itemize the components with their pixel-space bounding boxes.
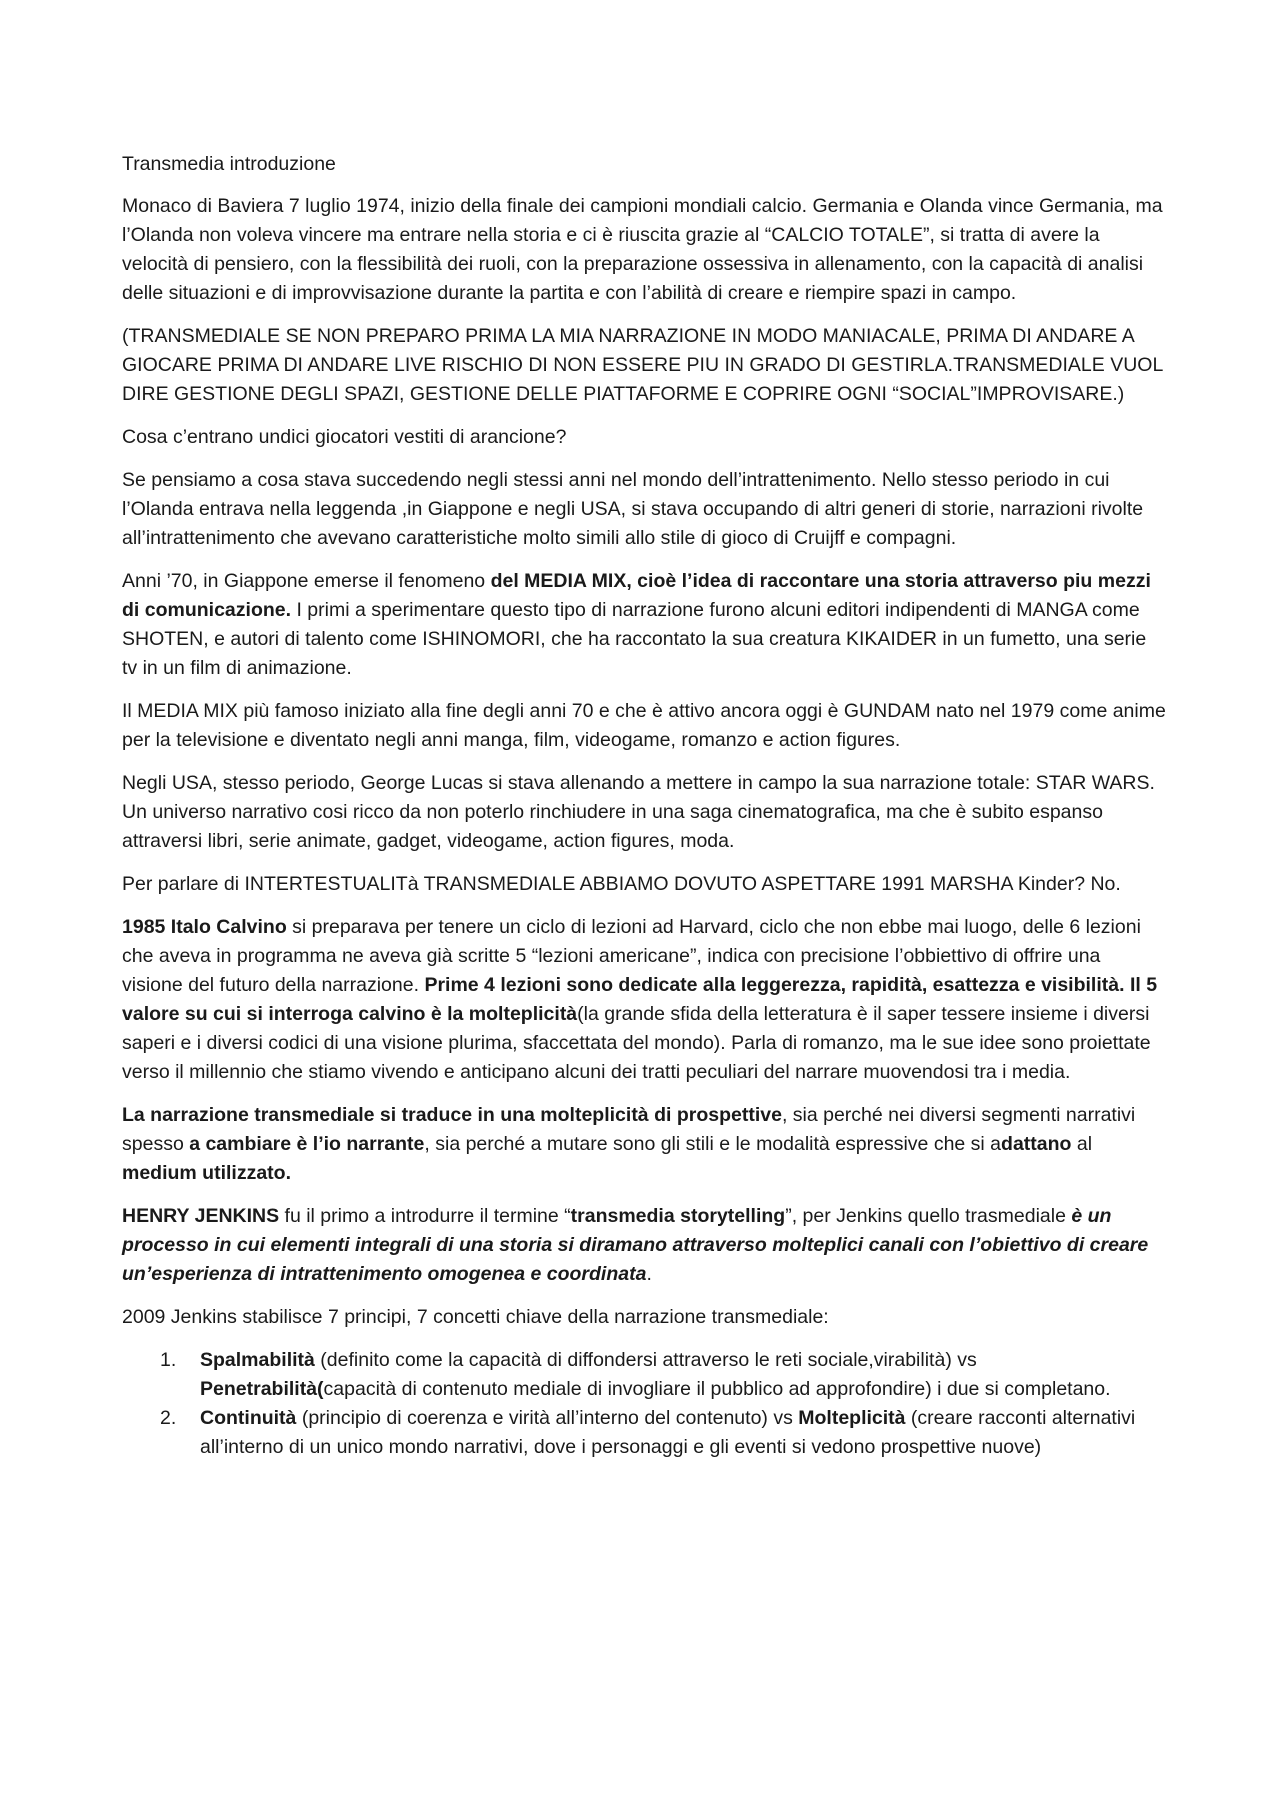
- paragraph-gundam: Il MEDIA MIX più famoso iniziato alla fine degli anni 70 e che è attivo ancora oggi è GUNDAM nato nel 1979 come anime per la televisione e diventato negli anni manga, film, videogame, romanzo e action figures.: [122, 700, 1166, 751]
- paragraph-question: Cosa c’entrano undici giocatori vestiti di arancione?: [122, 426, 567, 448]
- paragraph-transmediale-note: (TRANSMEDIALE SE NON PREPARO PRIMA LA MIA NARRAZIONE IN MODO MANIACALE, PRIMA DI ANDARE A GIOCARE PRIMA DI ANDARE LIVE RISCHIO DI NON ESSERE PIU IN GRADO DI GESTIRLA.TRANSMEDIALE VUOL DIRE GESTIONE DEGLI SPAZI, GESTIONE DELLE PIATTAFORME E COPRIRE OGNI “SOCIAL”IMPROVISARE.): [122, 325, 1163, 405]
- paragraph-intrattenimento: Se pensiamo a cosa stava succedendo negli stessi anni nel mondo dell’intrattenimento. Nello stesso periodo in cui l’Olanda entrava nella leggenda ,in Giappone e negli USA, si stava occupando di altri generi di storie, narrazioni rivolte all’intrattenimento che avevano caratteristiche molto simili allo stile di gioco di Cruijff e compagni.: [122, 469, 1144, 549]
- paragraph-calvino: 1985 Italo Calvino si preparava per tenere un ciclo di lezioni ad Harvard, ciclo che non ebbe mai luogo, delle 6 lezioni che aveva in programma ne aveva già scritte 5 “lezioni americane”, indica con precisione l’obbiettivo di offrire una visione del futuro della narrazione. Prime 4 lezioni sono dedicate alla leggerezza, rapidità, esattezza e visibilità. Il 5 valore su cui si interroga calvino è la molteplicità(la grande sfida della letteratura è il saper tessere insieme i diversi saperi e i diversi codici di una visione plurima, sfaccettata del mondo). Parla di romanzo, ma le sue idee sono proiettate verso il millennio che stiamo vivendo e anticipano alcuni dei tratti peculiari del narrare muovendosi tra i media.: [122, 916, 1158, 1083]
- paragraph-principi: 2009 Jenkins stabilisce 7 principi, 7 concetti chiave della narrazione transmediale:: [122, 1306, 829, 1328]
- paragraph-star-wars: Negli USA, stesso periodo, George Lucas si stava allenando a mettere in campo la sua narrazione totale: STAR WARS. Un universo narrativo cosi ricco da non poterlo rinchiudere in una saga cinematografica, ma che è subito espanso attraversi libri, serie animate, gadget, videogame, action figures, moda.: [122, 772, 1155, 852]
- paragraph-media-mix: Anni ’70, in Giappone emerse il fenomeno del MEDIA MIX, cioè l’idea di raccontare una storia attraverso piu mezzi di comunicazione. I primi a sperimentare questo tipo di narrazione furono alcuni editori indipendenti di MANGA come SHOTEN, e autori di talento come ISHINOMORI, che ha raccontato la sua creatura KIKAIDER in un fumetto, una serie tv in un film di animazione.: [122, 570, 1151, 679]
- paragraph-jenkins: HENRY JENKINS fu il primo a introdurre il termine “transmedia storytelling”, per Jenkins quello trasmediale è un processo in cui elementi integrali di una storia si diramano attraverso molteplici canali con l’obiettivo di creare un’esperienza di intrattenimento omogenea e coordinata.: [122, 1205, 1149, 1285]
- paragraph-intertestualita: Per parlare di INTERTESTUALITà TRANSMEDIALE ABBIAMO DOVUTO ASPETTARE 1991 MARSHA Kinder? No.: [122, 873, 1121, 895]
- paragraph-molteplicita: La narrazione transmediale si traduce in una molteplicità di prospettive, sia perché nei diversi segmenti narrativi spesso a cambiare è l’io narrante, sia perché a mutare sono gli stili e le modalità espressive che si adattano al medium utilizzato.: [122, 1104, 1136, 1184]
- paragraph-calcio-totale: Monaco di Baviera 7 luglio 1974, inizio della finale dei campioni mondiali calcio. Germania e Olanda vince Germania, ma l’Olanda non voleva vincere ma entrare nella storia e ci è riuscita grazie al “CALCIO TOTALE”, si tratta di avere la velocità di pensiero, con la flessibilità dei ruoli, con la preparazione ossessiva in allenamento, con la capacità di analisi delle situazioni e di improvvisazione durante la partita e con l’abilità di creare e riempire spazi in campo.: [122, 195, 1163, 304]
- document-title: Transmedia introduzione: [122, 153, 336, 175]
- principles-list: [122, 1346, 1166, 1462]
- list-item: 2. Continuità (principio di coerenza e virità all’interno del contenuto) vs Molteplicità (creare racconti alternativi all’interno di un unico mondo narrativi, dove i personaggi e gli eventi si vedono prospettive nuove): [160, 1407, 1136, 1458]
- list-item: 1. Spalmabilità (definito come la capacità di diffondersi attraverso le reti sociale,virabilità) vs Penetrabilità(capacità di contenuto mediale di invogliare il pubblico ad approfondire) i due si completano.: [160, 1349, 1111, 1400]
